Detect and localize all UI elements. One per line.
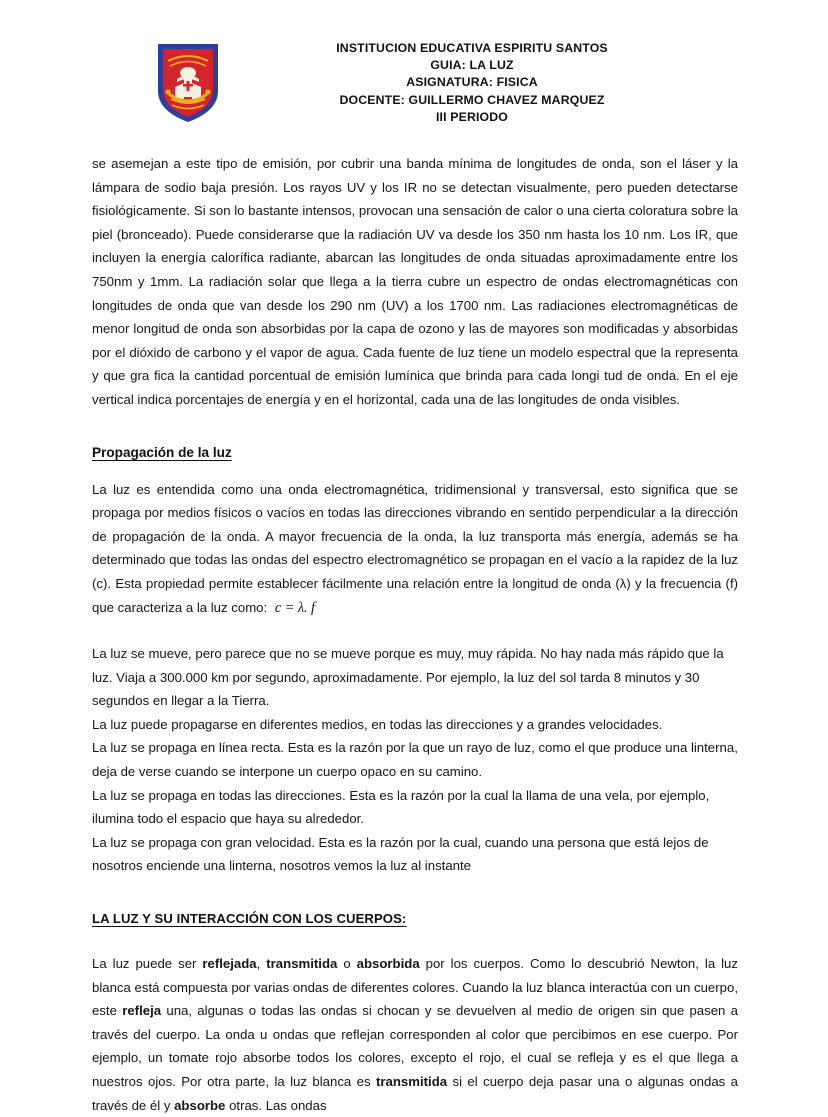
header-line-guide: GUIA: LA LUZ [430,58,514,73]
text-run: una, algunas o todas las ondas si chocan y se devuelven al medio de origen sin que pasen a través del cuerpo. La onda u ondas que reflejan corresponden al color que percibimos en ese cuerpo. Por ejemplo, un tomate rojo absorbe todos los colores, excepto el rojo, el cual se refleja y es el que llega a nuestros ojos. Por otra parte, la luz blanca es [92,1003,739,1089]
school-crest-logo [140,41,236,125]
paragraph-todas-direcciones: La luz se propaga en todas las direcciones. Esta es la razón por la cual la llama de una vela, por ejemplo, ilumina todo el espacio que haya su alrededor. [92,787,710,827]
paragraph-medios: La luz puede propagarse en diferentes medios, en todas las direcciones y a grandes velocidades. [92,716,663,732]
bold-refleja: refleja [122,1003,162,1019]
header-line-period: III PERIODO [435,109,509,124]
bold-transmitida: transmitida [266,956,338,972]
section-heading-propagacion: Propagación de la luz [92,444,232,460]
paragraph-intro: se asemejan a este tipo de emisión, por cubrir una banda mínima de longitudes de onda, son el láser y la lámpara de sodio baja presión. Los rayos UV y los IR no se detectan visualmente, pero pueden detectarse fisiológicamente. Si son lo bastante intensos, provocan una sensación de calor o una cierta coloratura sobre la piel (bronceado). Puede considerarse que la radiación UV va desde los 350 nm hasta los 10 nm. Los IR, que incluyen la energía calorífica radiante, abarcan las longitudes de onda situadas aproximadamente entre los 750nm y 1mm. La radiación solar que llega a la tierra cubre un espectro de ondas electromagnéticas con longitudes de onda que van desde los 290 nm (UV) a los 1700 nm. Las radiaciones electromagnéticas de menor longitud de onda son absorbidas por la capa de ozono y las de mayores son modificadas y absorbidas por el dióxido de carbono y el vapor de agua. Cada fuente de luz tiene un modelo espectral que la representa y que gra fica la cantidad porcentual de emisión lumínica que brinda para cada longi tud de onda. En el eje vertical indica porcentajes de energía y en el horizontal, cada una de las longitudes de onda visibles. [92,156,738,407]
text-run: si el cuerpo deja pasar una o algunas ondas a través de él y [92,1074,739,1113]
text-run: por los cuerpos. Como lo descubrió Newton, la luz blanca está compuesta por varias ondas de diferentes colores. Cuando la luz blanca interactúa con un cuerpo, este [92,956,738,1019]
document-header [0,0,828,134]
bold-absorbida: absorbida [356,956,420,972]
paragraph-interaccion [92,952,738,1117]
paragraph-linea-recta: La luz se propaga en línea recta. Esta es la razón por la que un rayo de luz, como el que produce una linterna, deja de verse cuando se interpone un cuerpo opaco en su camino. [92,740,738,780]
bold-transmitida-2: transmitida [376,1074,448,1089]
paragraph-gran-velocidad: La luz se propaga con gran velocidad. Esta es la razón por la cual, cuando una persona que está lejos de nosotros enciende una linterna, nosotros vemos la luz al instante [92,834,709,874]
header-line-subject: ASIGNATURA: FISICA [406,75,538,90]
paragraph-velocidad: La luz se mueve, pero parece que no se mueve porque es muy, muy rápida. No hay nada más rápido que la luz. Viaja a 300.000 km por segundo, aproximadamente. Por ejemplo, la luz del sol tarda 8 minutos y 30 segundos en llegar a la Tierra. [92,646,724,709]
paragraph-propagacion [92,478,738,621]
bold-reflejada: reflejada [202,956,257,972]
section-heading-interaccion: LA LUZ Y SU INTERACCIÓN CON LOS CUERPOS: [92,911,407,927]
text-run: otras. Las ondas [225,1097,327,1113]
header-title-block [236,40,828,126]
paragraph-propagacion-text: La luz es entendida como una onda electromagnética, tridimensional y transversal, esto significa que se propaga por medios físicos o vacíos en todas las direcciones vibrando en sentido perpendicular a la dirección de propagación de la onda. A mayor frecuencia de la onda, la luz transporta más energía, además se ha determinado que todas las ondas del espectro electromagnético se propagan en el vacío a la rapidez de la luz (c). Esta propiedad permite establecer fácilmente una relación entre la longitud de onda (λ) y la frecuencia (f) que caracteriza a la luz como: [92,481,738,615]
text-run: La luz puede ser [92,956,203,972]
bold-absorbe: absorbe [174,1097,226,1113]
document-body [92,152,738,1117]
header-line-institution: INSTITUCION EDUCATIVA ESPIRITU SANTOS [336,41,608,55]
header-line-teacher: DOCENTE: GUILLERMO CHAVEZ MARQUEZ [339,92,605,107]
wave-equation: c = λ. f [274,599,316,616]
text-run: , [256,956,267,972]
text-run: o [337,956,357,972]
crest-icon [155,41,221,125]
